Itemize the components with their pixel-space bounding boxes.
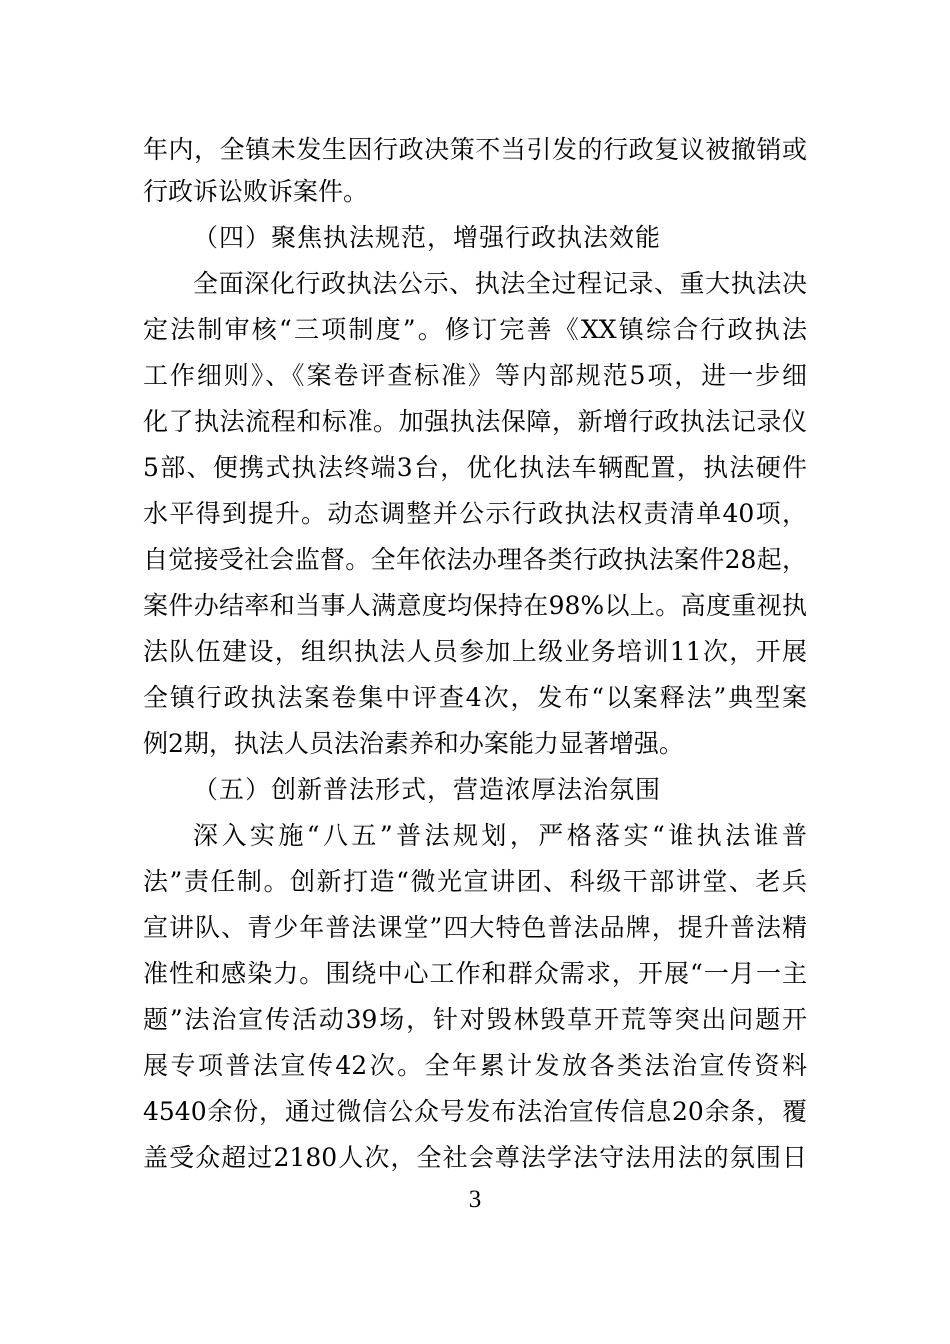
body-text-line: 行政诉讼败诉案件。 (143, 177, 369, 206)
body-text-line: 宣讲队、青少年普法课堂”四大特色普法品牌，提升普法精 (143, 913, 807, 942)
body-text-line: 工作细则》、《案卷评查标准》等内部规范5项，进一步细 (143, 361, 807, 390)
body-text-line: 定法制审核“三项制度”。修订完善《XX镇综合行政执法 (143, 315, 807, 344)
body-text-line: 自觉接受社会监督。全年依法办理各类行政执法案件28起， (143, 545, 807, 574)
body-text-line: 全镇行政执法案卷集中评查4次，发布“以案释法”典型案 (143, 683, 807, 712)
body-text-line: 准性和感染力。围绕中心工作和群众需求，开展“一月一主 (143, 959, 807, 988)
body-text-line: 化了执法流程和标准。加强执法保障，新增行政执法记录仪 (143, 407, 807, 436)
body-text-line: 水平得到提升。动态调整并公示行政执法权责清单40项， (143, 499, 807, 528)
body-text-line: 年内，全镇未发生因行政决策不当引发的行政复议被撤销或 (143, 135, 807, 164)
body-text-line: 例2期，执法人员法治素养和办案能力显著增强。 (143, 729, 684, 758)
body-text-line: 5部、便携式执法终端3台，优化执法车辆配置，执法硬件 (143, 453, 807, 482)
body-text-line: 4540余份，通过微信公众号发布法治宣传信息20余条，覆 (143, 1097, 807, 1126)
section-heading-five: （五）创新普法形式，营造浓厚法治氛围 (193, 775, 662, 804)
page-number: 3 (468, 1186, 482, 1213)
section-heading-four: （四）聚焦执法规范，增强行政执法效能 (193, 223, 662, 252)
body-text-line: 展专项普法宣传42次。全年累计发放各类法治宣传资料 (143, 1051, 807, 1080)
body-text-line: 法”责任制。创新打造“微光宣讲团、科级干部讲堂、老兵 (143, 867, 807, 896)
body-text-line: 深入实施“八五”普法规划，严格落实“谁执法谁普 (193, 821, 807, 850)
body-text-line: 题”法治宣传活动39场，针对毁林毁草开荒等突出问题开 (143, 1005, 807, 1034)
body-text-line: 案件办结率和当事人满意度均保持在98%以上。高度重视执 (143, 591, 807, 620)
body-text-line: 盖受众超过2180人次，全社会尊法学法守法用法的氛围日 (143, 1143, 807, 1172)
body-text-line: 全面深化行政执法公示、执法全过程记录、重大执法决 (193, 269, 807, 298)
body-text-line: 法队伍建设，组织执法人员参加上级业务培训11次，开展 (143, 637, 807, 666)
